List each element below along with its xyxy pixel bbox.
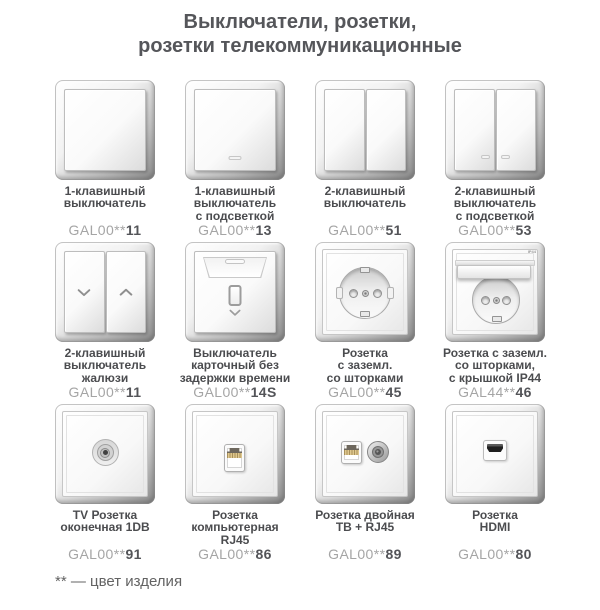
product-card (430, 242, 560, 404)
product-card (430, 404, 560, 566)
shutter-switch-image (55, 242, 155, 342)
tv-rj45-socket-image (315, 404, 415, 504)
catalog-title-line2: розетки телекоммуникационные (138, 35, 462, 57)
product-code: GAL00**91 (68, 546, 142, 562)
product-name: 2-клавишный выключатель жалюзи (63, 346, 147, 385)
socket-hole (481, 296, 490, 305)
product-code: GAL00**86 (198, 546, 272, 562)
product-name: Выключатель карточный без задержки времени (179, 346, 291, 385)
product-code: GAL00**80 (458, 546, 532, 562)
card-slot-window (225, 259, 245, 264)
product-card (40, 404, 170, 566)
card-switch-plate (194, 251, 276, 333)
switch-key-left (324, 89, 365, 171)
catalog-title-line1: Выключатели, розетки, (183, 11, 417, 33)
product-code: GAL00**11 (68, 222, 142, 238)
chevron-down-icon (77, 288, 92, 296)
product-name: 1-клавишный выключатель (63, 184, 147, 211)
chevron-down-icon (229, 309, 242, 316)
switch-key-left (64, 251, 105, 333)
product-card (170, 242, 300, 404)
ground-clip (360, 311, 370, 317)
socket-screw (493, 297, 500, 304)
product-code: GAL00**14S (193, 384, 277, 400)
rj45-jack (224, 444, 245, 472)
socket-screw (362, 290, 369, 297)
product-name: Розетка HDMI (472, 508, 518, 535)
socket-hole (373, 289, 382, 298)
product-name: Розетка с заземл. со шторками, с крышкой IP44 (443, 346, 547, 385)
product-card (300, 404, 430, 566)
product-code: GAL00**13 (198, 222, 272, 238)
switch-key (194, 89, 276, 171)
card-switch-image (185, 242, 285, 342)
switch-2gang-image (315, 80, 415, 180)
product-card (300, 80, 430, 242)
product-name: Розетка с заземл. со шторками (326, 346, 404, 385)
hdmi-port (483, 440, 507, 461)
product-code: GAL00**11 (68, 384, 142, 400)
switch-key (64, 89, 146, 171)
protective-cover (457, 265, 531, 279)
product-code: GAL00**51 (328, 222, 402, 238)
indicator-window (481, 155, 490, 159)
hdmi-slot-icon (487, 444, 503, 452)
product-code: GAL00**89 (328, 546, 402, 562)
product-name: Розетка двойная ТВ + RJ45 (315, 508, 415, 535)
switch-1gang-image (55, 80, 155, 180)
switch-1gang-illuminated-image (185, 80, 285, 180)
ground-clip (492, 316, 502, 322)
schuko-socket-image (315, 242, 415, 342)
product-card (430, 80, 560, 242)
product-code: GAL44**46 (458, 384, 532, 400)
product-name: 2-клавишный выключатель с подсветкой (453, 184, 537, 223)
chevron-up-icon (118, 288, 133, 296)
card-outline-icon (229, 285, 242, 306)
catalog-title (0, 10, 600, 58)
switch-2gang-illuminated-image (445, 80, 545, 180)
indicator-window (501, 155, 510, 159)
rj45-socket-image (185, 404, 285, 504)
product-code: GAL00**53 (458, 222, 532, 238)
socket-plate (322, 411, 408, 497)
switch-key-right (106, 251, 147, 333)
product-card (300, 242, 430, 404)
switch-key-left (454, 89, 495, 171)
socket-hole (349, 289, 358, 298)
rj45-jack (341, 441, 362, 464)
product-name: Розетка компьютерная RJ45 (191, 508, 279, 547)
schuko-socket-ip44-image (445, 242, 545, 342)
product-name: TV Розетка оконечная 1DB (60, 508, 150, 535)
product-grid (40, 80, 560, 566)
switch-key-right (366, 89, 407, 171)
product-card (170, 80, 300, 242)
socket-hole (502, 296, 511, 305)
product-card (40, 80, 170, 242)
hdmi-socket-image (445, 404, 545, 504)
product-card (170, 404, 300, 566)
switch-key-right (496, 89, 537, 171)
tv-socket-image (55, 404, 155, 504)
product-name: 1-клавишный выключатель с подсветкой (193, 184, 277, 223)
color-footnote: ** — цвет изделия (55, 573, 183, 590)
ground-clip (360, 267, 370, 273)
product-code: GAL00**45 (328, 384, 402, 400)
product-name: 2-клавишный выключатель (323, 184, 407, 211)
product-card (40, 242, 170, 404)
ip44-label: IP44 (527, 249, 536, 254)
indicator-window (229, 156, 242, 160)
